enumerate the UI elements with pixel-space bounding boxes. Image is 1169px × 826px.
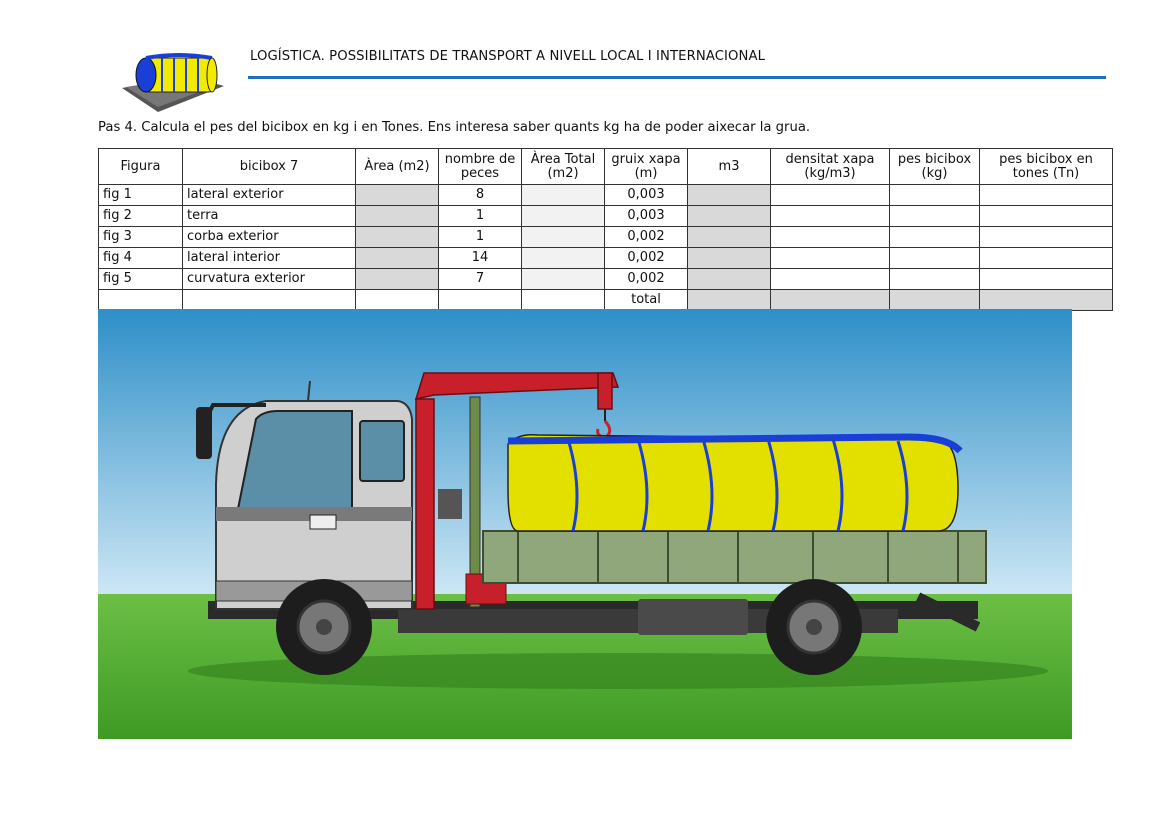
cell-part: corba exterior bbox=[183, 227, 356, 248]
cell-peces: 7 bbox=[439, 269, 522, 290]
cell-pes-tn-input[interactable] bbox=[980, 269, 1113, 290]
cell-pes-kg-input[interactable] bbox=[890, 248, 980, 269]
cell-empty bbox=[99, 290, 183, 311]
cell-area-total-input[interactable] bbox=[522, 248, 605, 269]
cell-pes-tn-input[interactable] bbox=[980, 185, 1113, 206]
cell-part: curvatura exterior bbox=[183, 269, 356, 290]
cell-peces: 14 bbox=[439, 248, 522, 269]
cell-part: terra bbox=[183, 206, 356, 227]
cell-gruix: 0,002 bbox=[605, 248, 688, 269]
cell-part: lateral interior bbox=[183, 248, 356, 269]
col-header-area: Àrea (m2) bbox=[356, 149, 439, 185]
cell-gruix: 0,003 bbox=[605, 206, 688, 227]
cell-area-total-input[interactable] bbox=[522, 206, 605, 227]
col-header-bicibox: bicibox 7 bbox=[183, 149, 356, 185]
cell-pes-tn-input[interactable] bbox=[980, 227, 1113, 248]
cell-part: lateral exterior bbox=[183, 185, 356, 206]
cell-figura: fig 1 bbox=[99, 185, 183, 206]
cell-area-input[interactable] bbox=[356, 185, 439, 206]
total-label: total bbox=[605, 290, 688, 311]
cell-area-total-input[interactable] bbox=[522, 269, 605, 290]
col-header-nombre: nombre de peces bbox=[439, 149, 522, 185]
total-m3-input[interactable] bbox=[688, 290, 771, 311]
cell-m3-input[interactable] bbox=[688, 269, 771, 290]
step-instruction: Pas 4. Calcula el pes del bicibox en kg i en Tones. Ens interesa saber quants kg ha de poder aixecar la grua. bbox=[98, 120, 811, 135]
cell-empty bbox=[356, 290, 439, 311]
cell-peces: 8 bbox=[439, 185, 522, 206]
table-row bbox=[99, 185, 1113, 206]
document-header-title: LOGÍSTICA. POSSIBILITATS DE TRANSPORT A NIVELL LOCAL I INTERNACIONAL bbox=[250, 49, 766, 64]
col-header-m3: m3 bbox=[688, 149, 771, 185]
cell-pes-kg-input[interactable] bbox=[890, 206, 980, 227]
cell-m3-input[interactable] bbox=[688, 185, 771, 206]
cell-m3-input[interactable] bbox=[688, 206, 771, 227]
cell-gruix: 0,002 bbox=[605, 227, 688, 248]
cell-densitat-input[interactable] bbox=[771, 185, 890, 206]
cell-area-input[interactable] bbox=[356, 269, 439, 290]
col-header-area-total: Àrea Total (m2) bbox=[522, 149, 605, 185]
table-header-row bbox=[99, 149, 1113, 185]
cell-empty bbox=[522, 290, 605, 311]
cell-area-input[interactable] bbox=[356, 206, 439, 227]
cell-densitat-input[interactable] bbox=[771, 269, 890, 290]
cell-figura: fig 3 bbox=[99, 227, 183, 248]
table-row bbox=[99, 248, 1113, 269]
cell-area-input[interactable] bbox=[356, 248, 439, 269]
cell-peces: 1 bbox=[439, 206, 522, 227]
cell-area-input[interactable] bbox=[356, 227, 439, 248]
cell-pes-kg-input[interactable] bbox=[890, 227, 980, 248]
total-pes-tn-input[interactable] bbox=[980, 290, 1113, 311]
cell-densitat-input[interactable] bbox=[771, 227, 890, 248]
cell-area-total-input[interactable] bbox=[522, 227, 605, 248]
col-header-pes-kg: pes bicibox (kg) bbox=[890, 149, 980, 185]
table-total-row bbox=[99, 290, 1113, 311]
col-header-densitat: densitat xapa (kg/m3) bbox=[771, 149, 890, 185]
bicibox-logo bbox=[118, 50, 226, 116]
cell-pes-tn-input[interactable] bbox=[980, 206, 1113, 227]
table-row bbox=[99, 269, 1113, 290]
cell-densitat-input[interactable] bbox=[771, 206, 890, 227]
cell-pes-kg-input[interactable] bbox=[890, 269, 980, 290]
cell-densitat-input[interactable] bbox=[771, 248, 890, 269]
table-row bbox=[99, 227, 1113, 248]
cell-peces: 1 bbox=[439, 227, 522, 248]
cell-gruix: 0,003 bbox=[605, 185, 688, 206]
cell-m3-input[interactable] bbox=[688, 248, 771, 269]
crane-truck-illustration bbox=[98, 309, 1072, 739]
cell-m3-input[interactable] bbox=[688, 227, 771, 248]
total-densitat-input[interactable] bbox=[771, 290, 890, 311]
col-header-gruix: gruix xapa (m) bbox=[605, 149, 688, 185]
cell-gruix: 0,002 bbox=[605, 269, 688, 290]
cell-empty bbox=[439, 290, 522, 311]
table-row bbox=[99, 206, 1113, 227]
total-pes-kg-input[interactable] bbox=[890, 290, 980, 311]
cell-area-total-input[interactable] bbox=[522, 185, 605, 206]
cell-figura: fig 2 bbox=[99, 206, 183, 227]
header-divider bbox=[248, 76, 1106, 79]
cell-figura: fig 4 bbox=[99, 248, 183, 269]
col-header-pes-tn: pes bicibox en tones (Tn) bbox=[980, 149, 1113, 185]
weight-calculation-table bbox=[98, 148, 1113, 311]
cell-figura: fig 5 bbox=[99, 269, 183, 290]
col-header-figura: Figura bbox=[99, 149, 183, 185]
cell-pes-tn-input[interactable] bbox=[980, 248, 1113, 269]
cell-pes-kg-input[interactable] bbox=[890, 185, 980, 206]
cell-empty bbox=[183, 290, 356, 311]
